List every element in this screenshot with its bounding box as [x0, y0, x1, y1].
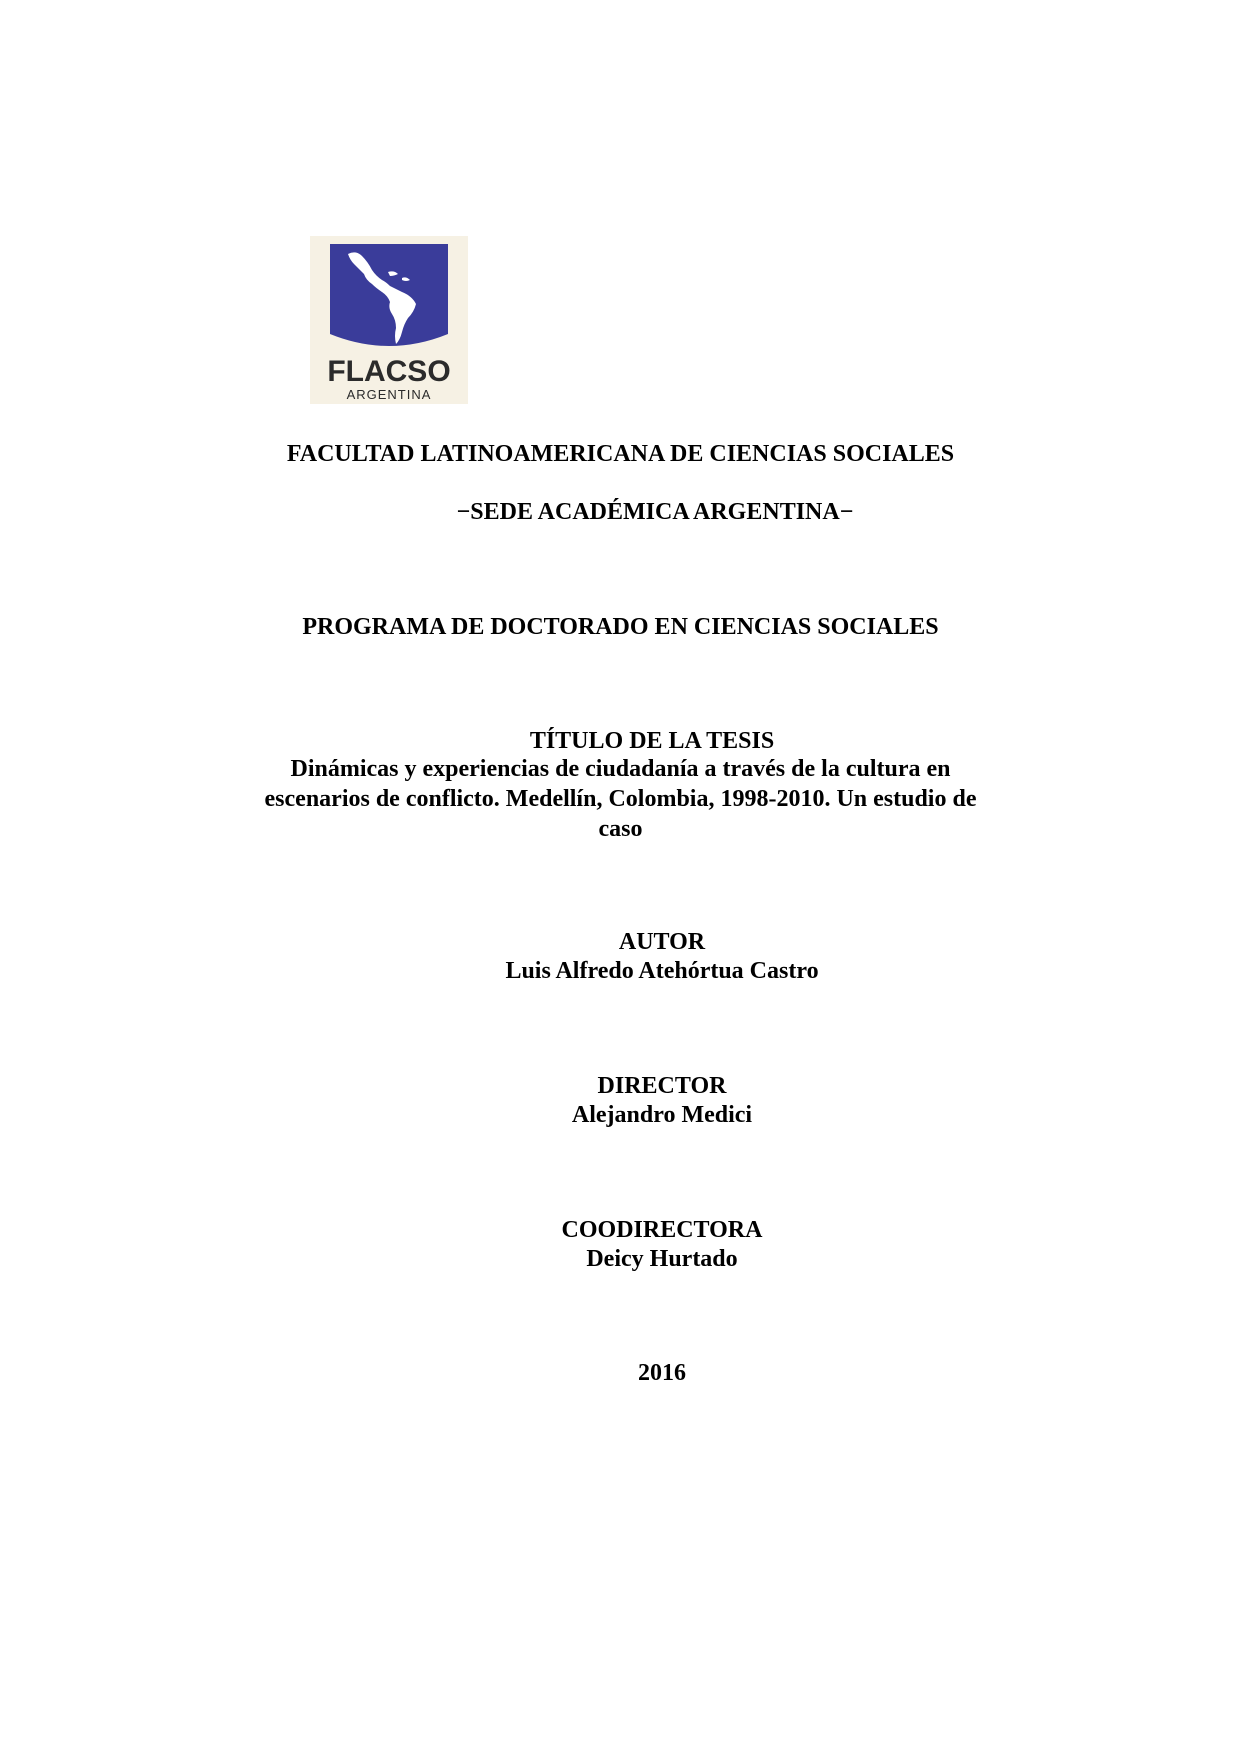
codirector-name: Deicy Hurtado — [586, 1246, 738, 1272]
author-heading: AUTOR — [618, 929, 706, 955]
director-name: Alejandro Medici — [571, 1102, 753, 1128]
codirector-heading: COODIRECTORA — [561, 1217, 763, 1243]
logo-subtext: ARGENTINA — [346, 387, 432, 402]
thesis-title-line-3: caso — [598, 816, 643, 842]
thesis-title-line-1: Dinámicas y experiencias de ciudadanía a través de la cultura en — [290, 756, 951, 782]
thesis-title-line-2: escenarios de conflicto. Medellín, Colombia, 1998-2010. Un estudio de — [264, 786, 977, 812]
institution-sede: −SEDE ACADÉMICA ARGENTINA− — [456, 499, 854, 525]
year: 2016 — [638, 1360, 686, 1386]
logo-wordmark: FLACSO — [327, 355, 451, 388]
author-name: Luis Alfredo Atehórtua Castro — [505, 958, 819, 984]
thesis-heading: TÍTULO DE LA TESIS — [529, 728, 775, 754]
flacso-logo — [310, 236, 468, 404]
flacso-logo-graphic — [310, 236, 468, 404]
program-name: PROGRAMA DE DOCTORADO EN CIENCIAS SOCIALES — [302, 614, 939, 640]
institution-name: FACULTAD LATINOAMERICANA DE CIENCIAS SOCIALES — [286, 441, 955, 467]
director-heading: DIRECTOR — [597, 1073, 727, 1099]
